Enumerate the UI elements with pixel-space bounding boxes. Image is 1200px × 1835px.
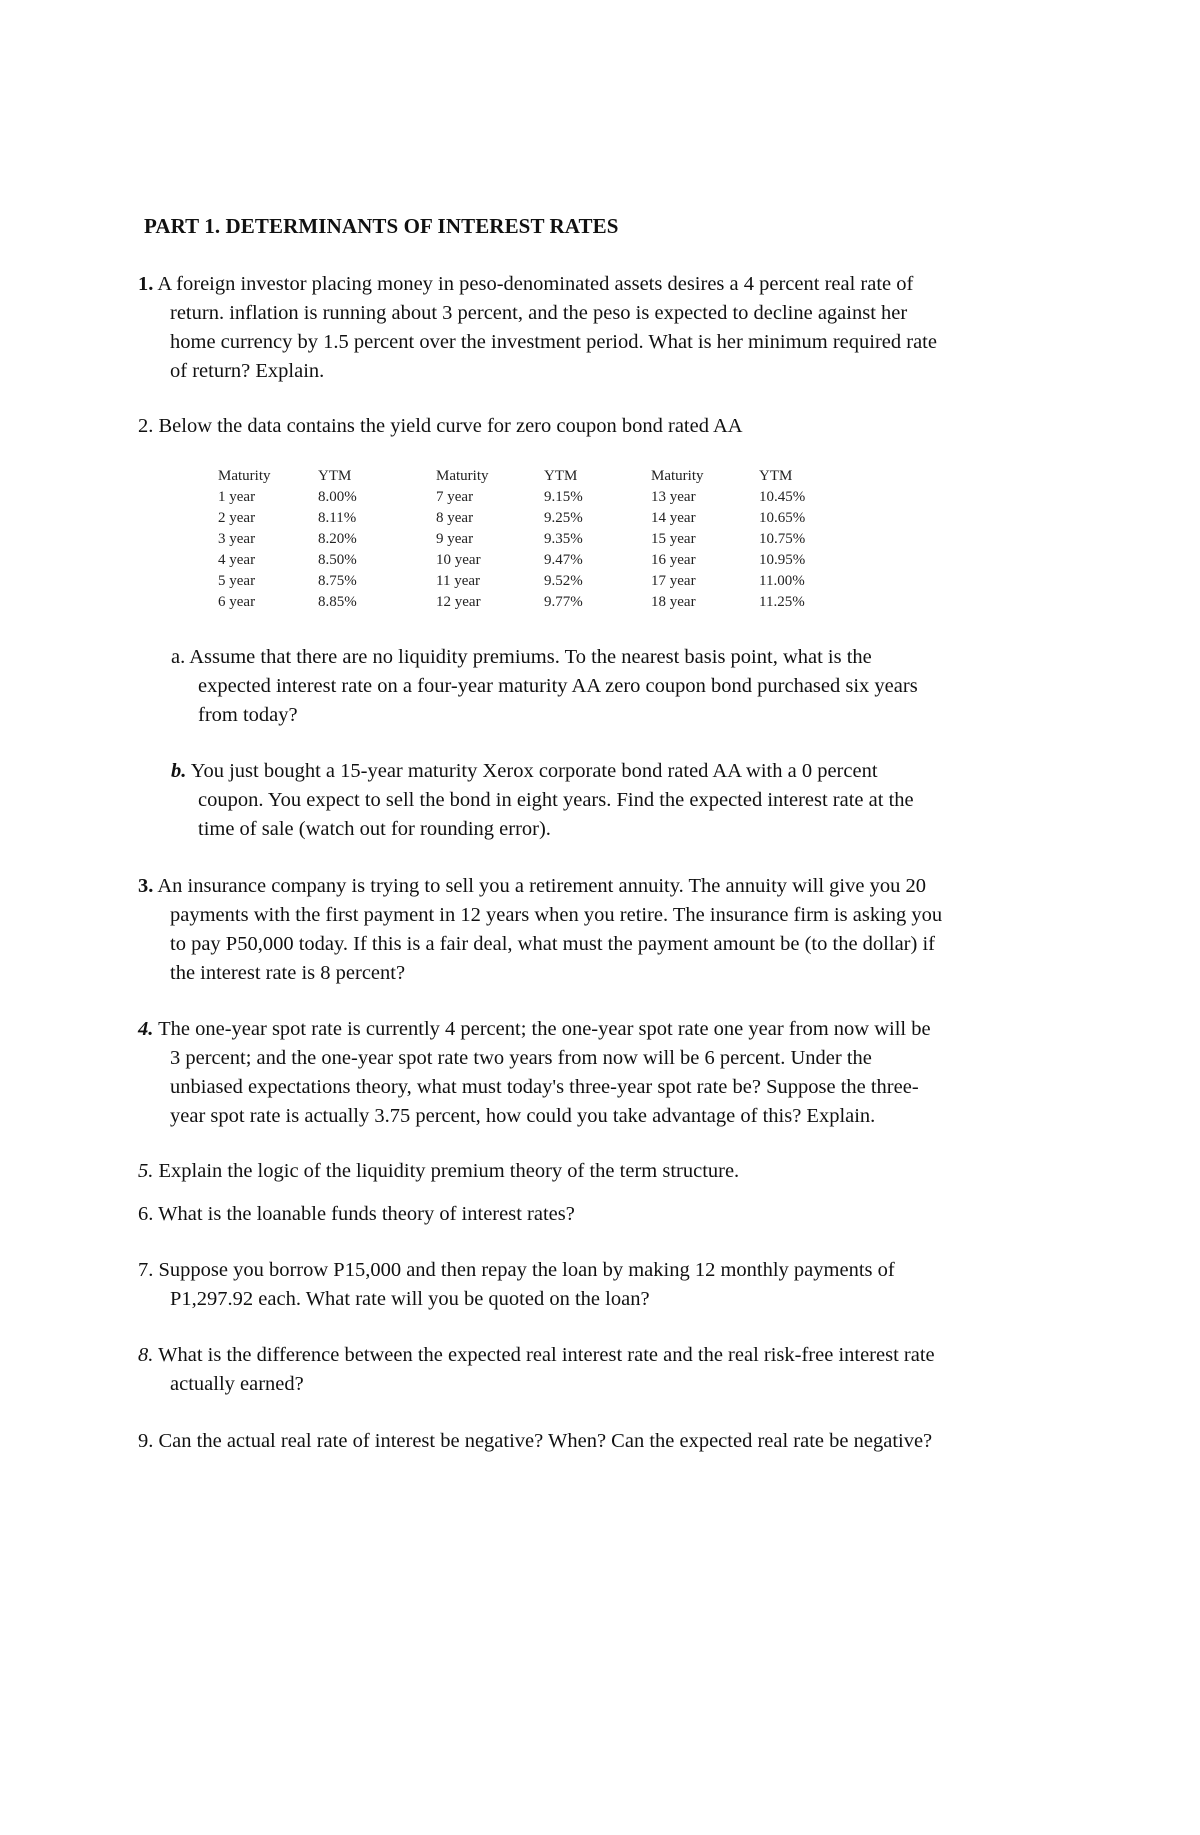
column-header: Maturity — [218, 468, 271, 484]
table-cell: 9.52% — [544, 573, 583, 589]
question-text: Explain the logic of the liquidity premium theory of the term structure. — [153, 1160, 740, 1182]
question-text: of return? Explain. — [170, 360, 325, 382]
question-text: payments with the first payment in 12 years when you retire. The insurance firm is asking you — [170, 904, 943, 926]
question-number: 4. — [138, 1018, 154, 1040]
table-cell: 2 year — [218, 510, 256, 526]
table-cell: 8.75% — [318, 573, 357, 589]
question-number: 8. — [138, 1344, 154, 1366]
question-number: 2. — [138, 415, 154, 437]
table-cell: 10.45% — [759, 489, 806, 505]
table-cell: 6 year — [218, 594, 256, 610]
subquestion-text: expected interest rate on a four-year maturity AA zero coupon bond purchased six years — [198, 675, 918, 697]
question-text: P1,297.92 each. What rate will you be quoted on the loan? — [170, 1288, 650, 1310]
table-cell: 8.20% — [318, 531, 357, 547]
table-cell: 9 year — [436, 531, 474, 547]
question-text: What is the difference between the expected real interest rate and the real risk-free interest rate — [153, 1344, 935, 1366]
table-cell: 10 year — [436, 552, 481, 568]
question-number: 6. — [138, 1203, 154, 1225]
table-row — [218, 550, 829, 571]
question-1 — [138, 270, 1068, 386]
subquestion-text: You just bought a 15-year maturity Xerox corporate bond rated AA with a 0 percent — [186, 760, 878, 782]
question-2 — [138, 412, 1068, 441]
table-cell: 13 year — [651, 489, 696, 505]
table-cell: 15 year — [651, 531, 696, 547]
table-cell: 14 year — [651, 510, 696, 526]
subquestion-text: from today? — [198, 704, 298, 726]
subquestion-letter: a. — [171, 646, 186, 668]
question-text: return. inflation is running about 3 percent, and the peso is expected to decline against her — [170, 302, 908, 324]
question-number: 3. — [138, 875, 154, 897]
subquestion-b — [171, 757, 1071, 844]
question-text: Suppose you borrow P15,000 and then repay the loan by making 12 monthly payments of — [153, 1259, 895, 1281]
table-cell: 8.11% — [318, 510, 357, 526]
subquestion-text: coupon. You expect to sell the bond in eight years. Find the expected interest rate at the — [198, 789, 914, 811]
table-row — [218, 571, 829, 592]
table-cell: 7 year — [436, 489, 474, 505]
question-text: Below the data contains the yield curve for zero coupon bond rated AA — [153, 415, 743, 437]
question-text: home currency by 1.5 percent over the investment period. What is her minimum required rate — [170, 331, 937, 353]
table-cell: 9.77% — [544, 594, 583, 610]
question-7 — [138, 1256, 1068, 1314]
question-text: year spot rate is actually 3.75 percent, how could you take advantage of this? Explain. — [170, 1105, 876, 1127]
table-cell: 4 year — [218, 552, 256, 568]
subquestion-letter: b. — [171, 760, 187, 782]
table-cell: 8.50% — [318, 552, 357, 568]
table-row — [218, 508, 829, 529]
table-row — [218, 529, 829, 550]
question-5 — [138, 1157, 1068, 1186]
table-cell: 8.85% — [318, 594, 357, 610]
subquestion-a — [171, 643, 1071, 730]
question-number: 1. — [138, 273, 154, 295]
column-header: Maturity — [436, 468, 489, 484]
page-title: PART 1. DETERMINANTS OF INTEREST RATES — [144, 214, 619, 238]
column-header: Maturity — [651, 468, 704, 484]
table-cell: 9.35% — [544, 531, 583, 547]
table-cell: 1 year — [218, 489, 256, 505]
question-text: actually earned? — [170, 1373, 304, 1395]
table-cell: 9.47% — [544, 552, 583, 568]
column-header: YTM — [318, 468, 352, 484]
table-cell: 3 year — [218, 531, 256, 547]
question-text: Can the actual real rate of interest be negative? When? Can the expected real rate be negative? — [153, 1430, 933, 1452]
question-text: An insurance company is trying to sell you a retirement annuity. The annuity will give you 20 — [153, 875, 926, 897]
question-8 — [138, 1341, 1068, 1399]
question-text: 3 percent; and the one-year spot rate two years from now will be 6 percent. Under the — [170, 1047, 872, 1069]
table-cell: 9.25% — [544, 510, 583, 526]
table-cell: 11.00% — [759, 573, 805, 589]
question-text: What is the loanable funds theory of interest rates? — [153, 1203, 575, 1225]
table-cell: 17 year — [651, 573, 696, 589]
subquestion-text: Assume that there are no liquidity premiums. To the nearest basis point, what is the — [185, 646, 872, 668]
table-row — [218, 487, 829, 508]
column-header: YTM — [759, 468, 793, 484]
question-text: the interest rate is 8 percent? — [170, 962, 406, 984]
question-number: 9. — [138, 1430, 154, 1452]
question-9 — [138, 1427, 1068, 1456]
yield-curve-table — [218, 466, 829, 613]
table-cell: 10.95% — [759, 552, 806, 568]
table-cell: 11 year — [436, 573, 481, 589]
question-text: The one-year spot rate is currently 4 percent; the one-year spot rate one year from now will be — [153, 1018, 931, 1040]
table-cell: 11.25% — [759, 594, 805, 610]
question-text: to pay P50,000 today. If this is a fair deal, what must the payment amount be (to the dollar) if — [170, 933, 935, 955]
question-text: A foreign investor placing money in peso-denominated assets desires a 4 percent real rate of — [153, 273, 914, 295]
table-cell: 18 year — [651, 594, 696, 610]
table-cell: 12 year — [436, 594, 481, 610]
question-3 — [138, 872, 1068, 988]
table-row — [218, 592, 829, 613]
question-4 — [138, 1015, 1068, 1131]
table-cell: 5 year — [218, 573, 256, 589]
table-cell: 10.75% — [759, 531, 806, 547]
question-6 — [138, 1200, 1068, 1229]
table-cell: 9.15% — [544, 489, 583, 505]
question-text: unbiased expectations theory, what must today's three-year spot rate be? Suppose the three- — [170, 1076, 919, 1098]
subquestion-text: time of sale (watch out for rounding error). — [198, 818, 551, 840]
table-cell: 8 year — [436, 510, 474, 526]
table-cell: 8.00% — [318, 489, 357, 505]
table-header-row — [218, 466, 829, 487]
column-header: YTM — [544, 468, 578, 484]
table-cell: 10.65% — [759, 510, 806, 526]
question-number: 5. — [138, 1160, 154, 1182]
table-cell: 16 year — [651, 552, 696, 568]
question-number: 7. — [138, 1259, 154, 1281]
